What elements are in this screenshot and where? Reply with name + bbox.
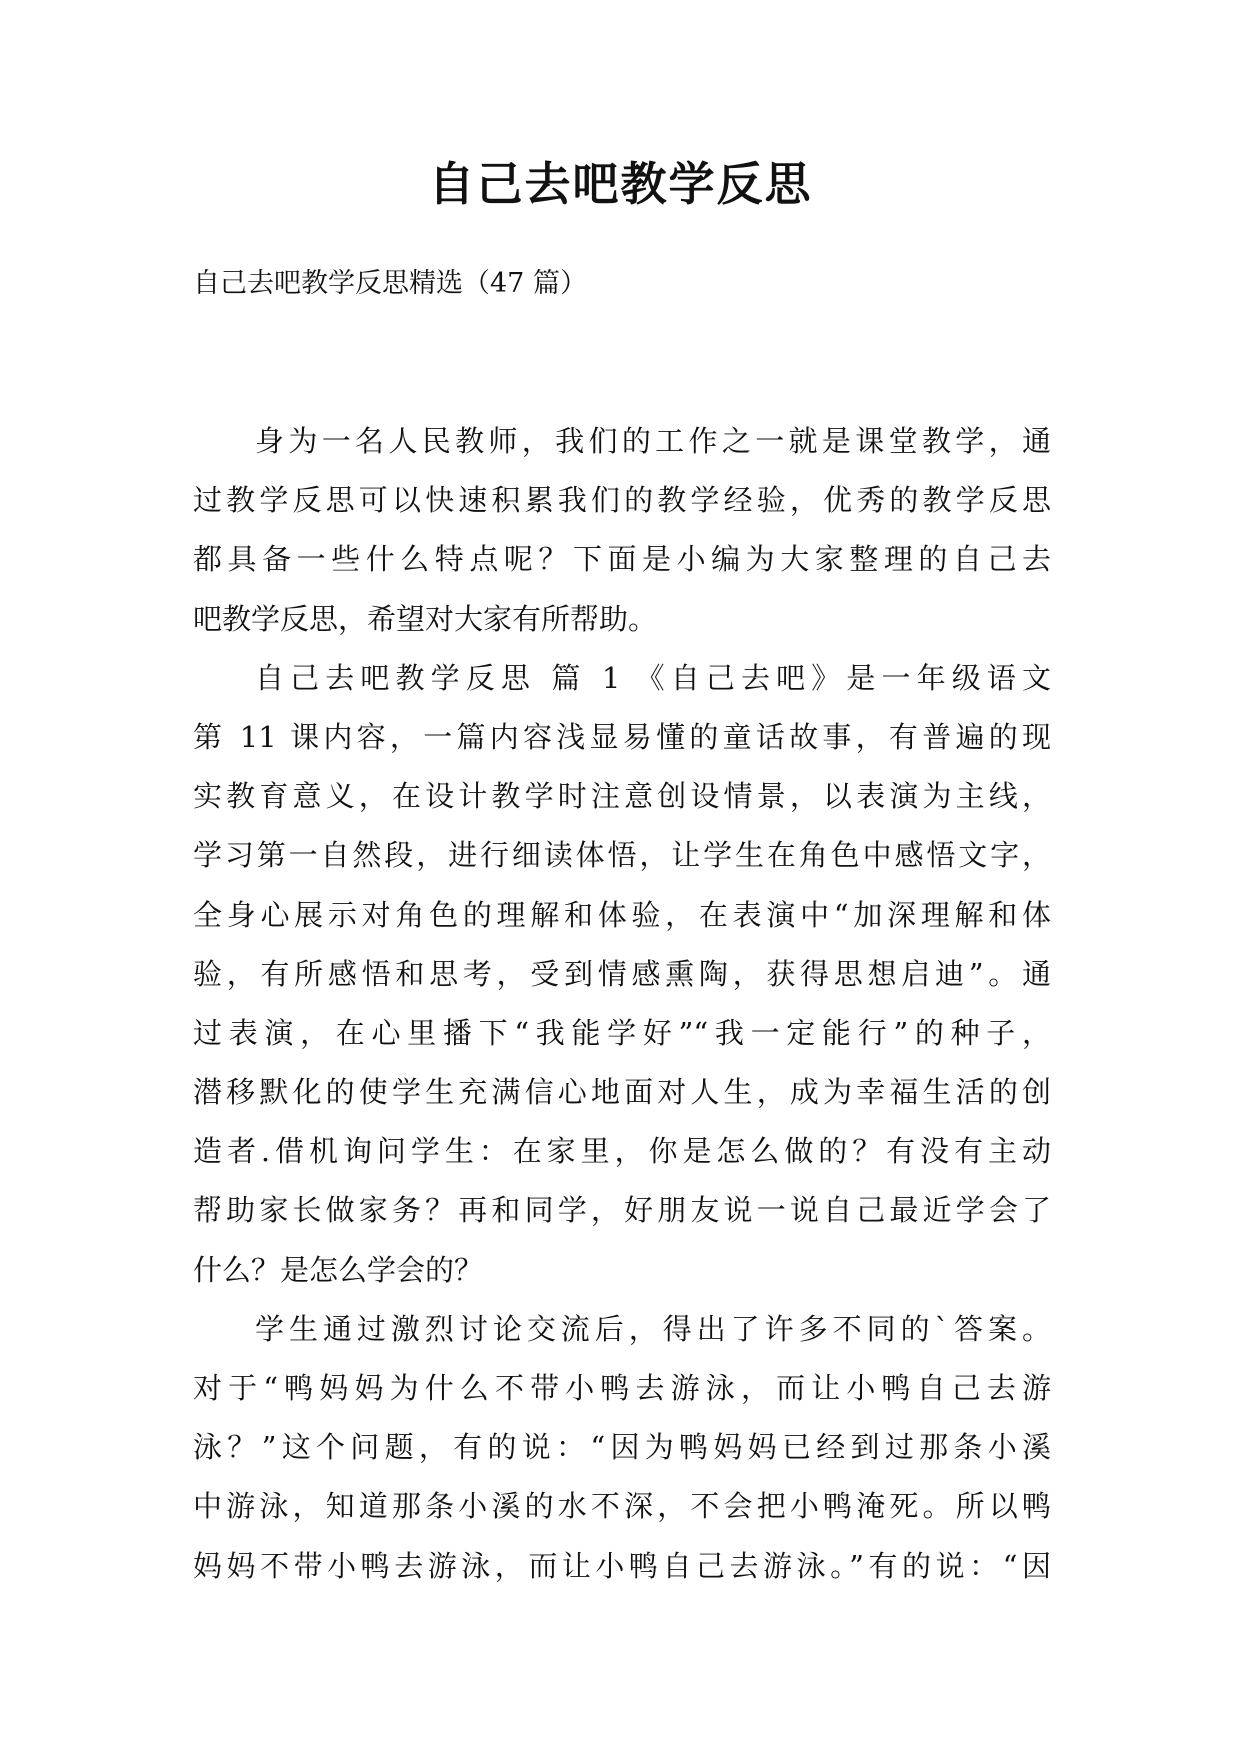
body-line: 过教学反思可以快速积累我们的教学经验，优秀的教学反思 <box>193 483 1051 518</box>
body-line: 对于“鸭妈妈为什么不带小鸭去游泳，而让小鸭自己去游 <box>193 1371 1051 1405</box>
body-line: 妈妈不带小鸭去游泳，而让小鸭自己去游泳。”有的说：“因 <box>193 1548 1051 1583</box>
document-body <box>193 412 1051 1596</box>
body-line: 什么？是怎么学会的？ <box>193 1252 484 1287</box>
body-line: 验，有所感悟和思考，受到情感熏陶，获得思想启迪”。通 <box>193 956 1051 991</box>
body-line: 全身心展示对角色的理解和体验，在表演中“加深理解和体 <box>193 897 1051 932</box>
body-line: 学生通过激烈讨论交流后，得出了许多不同的`答案。 <box>255 1311 1051 1346</box>
body-line: 泳？”这个问题，有的说：“因为鸭妈妈已经到过那条小溪 <box>193 1430 1051 1465</box>
document-title: 自己去吧教学反思 <box>428 157 813 211</box>
body-line: 吧教学反思，希望对大家有所帮助。 <box>193 601 658 636</box>
body-line: 造者.借机询问学生：在家里，你是怎么做的？有没有主动 <box>193 1134 1051 1169</box>
body-line: 帮助家长做家务？再和同学，好朋友说一说自己最近学会了 <box>193 1193 1051 1228</box>
body-line: 过表演，在心里播下“我能学好”“我一定能行”的种子， <box>193 1015 1051 1050</box>
document-subtitle: 自己去吧教学反思精选（47 篇） <box>193 268 587 299</box>
body-line: 实教育意义，在设计教学时注意创设情景，以表演为主线， <box>193 779 1051 814</box>
body-line: 自己去吧教学反思 篇 1 《自己去吧》是一年级语文 <box>255 660 1051 695</box>
body-line: 潜移默化的使学生充满信心地面对人生，成为幸福生活的创 <box>193 1075 1051 1110</box>
body-line: 第 11 课内容，一篇内容浅显易懂的童话故事，有普遍的现 <box>193 719 1051 754</box>
body-line: 中游泳，知道那条小溪的水不深，不会把小鸭淹死。所以鸭 <box>193 1489 1051 1524</box>
body-line: 都具备一些什么特点呢？下面是小编为大家整理的自己去 <box>193 542 1051 577</box>
body-line: 身为一名人民教师，我们的工作之一就是课堂教学，通 <box>255 424 1051 458</box>
body-line: 学习第一自然段，进行细读体悟，让学生在角色中感悟文字， <box>193 838 1051 873</box>
